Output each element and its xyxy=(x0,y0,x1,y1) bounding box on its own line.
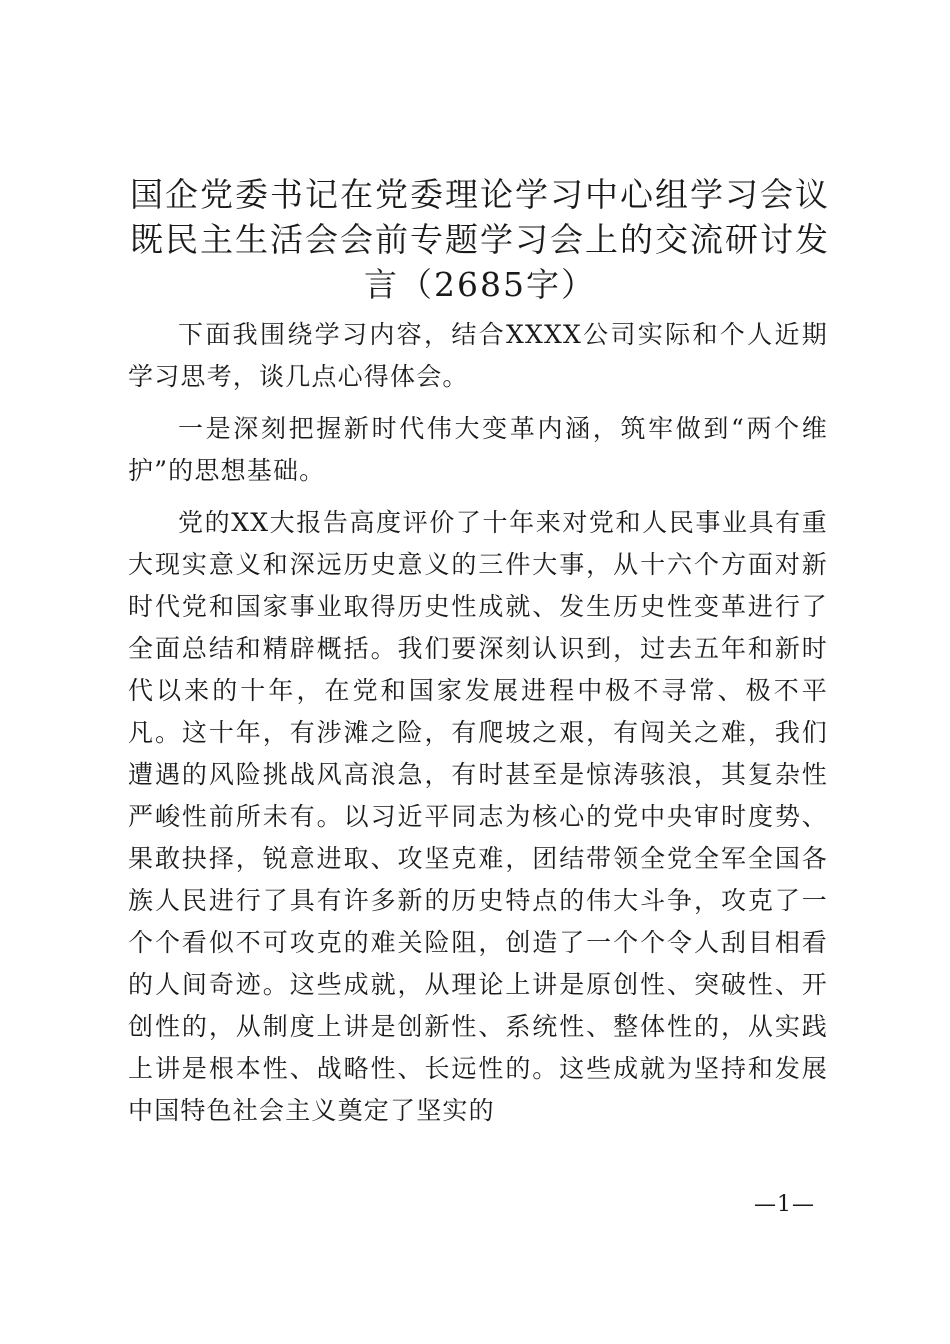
document-body xyxy=(128,314,828,1132)
page-number: —1— xyxy=(754,1192,815,1217)
title-line-3: 言（2685字） xyxy=(364,265,596,304)
paragraph-heading-1: 一是深刻把握新时代伟大变革内涵，筑牢做到“两个维护”的思想基础。 xyxy=(128,414,828,485)
title-line-1: 国企党委书记在党委理论学习中心组学习会议 xyxy=(130,175,830,214)
paragraph-intro: 下面我围绕学习内容，结合XXXX公司实际和个人近期学习思考，谈几点心得体会。 xyxy=(128,320,828,391)
title-line-2: 既民主生活会会前专题学习会上的交流研讨发 xyxy=(130,220,830,259)
paragraph-body-1: 党的XX大报告高度评价了十年来对党和人民事业具有重大现实意义和深远历史意义的三件大事，从十六个方面对新时代党和国家事业取得历史性成就、发生历史性变革进行了全面总结和精辟概括。我们要深刻认识到，过去五年和新时代以来的十年，在党和国家发展进程中极不寻常、极不平凡。这十年，有涉滩之险，有爬坡之艰，有闯关之难，我们遭遇的风险挑战风高浪急，有时甚至是惊涛骇浪，其复杂性严峻性前所未有。以习近平同志为核心的党中央审时度势、果敢抉择，锐意进取、攻坚克难，团结带领全党全军全国各族人民进行了具有许多新的历史特点的伟大斗争，攻克了一个个看似不可攻克的难关险阻，创造了一个个令人刮目相看的人间奇迹。这些成就，从理论上讲是原创性、突破性、开创性的，从制度上讲是创新性、系统性、整体性的，从实践上讲是根本性、战略性、长远性的。这些成就为坚持和发展中国特色社会主义奠定了坚实的 xyxy=(128,508,828,1125)
document-title xyxy=(110,172,850,307)
